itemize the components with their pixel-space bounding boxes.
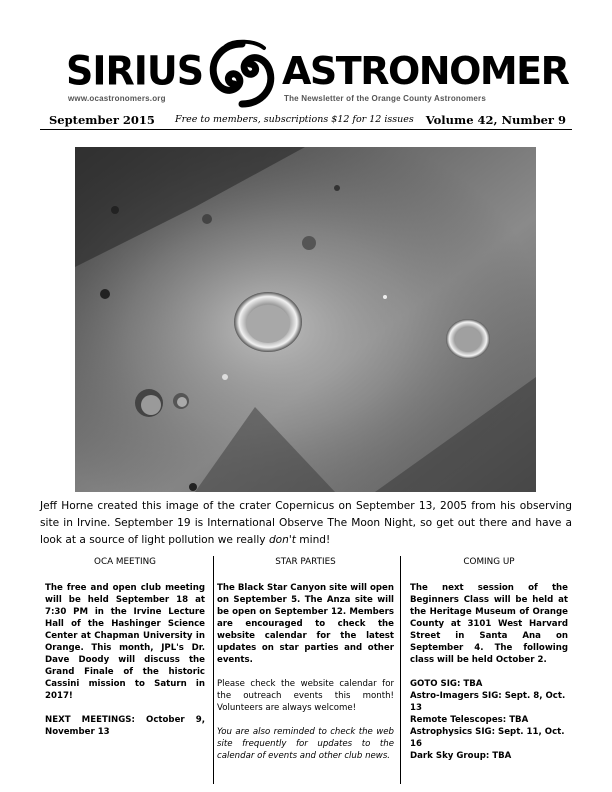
photo-caption: [40, 498, 572, 549]
issue-date: September 2015: [49, 113, 155, 127]
caption-text-end: mind!: [295, 534, 331, 546]
section-heading: STAR PARTIES: [275, 557, 336, 567]
masthead-url[interactable]: www.ocastronomers.org: [68, 94, 166, 103]
masthead: [66, 38, 569, 110]
section-heading: OCA MEETING: [94, 557, 156, 567]
sig-item: Dark Sky Group: TBA: [410, 751, 512, 761]
star-party-sites: The Black Star Canyon site will open on September 5. The Anza site will be open on September 12. Members are encouraged to check the website calendar for the latest updates on star parties and other events.: [217, 583, 394, 665]
masthead-subtitle: The Newsletter of the Orange County Astronomers: [284, 94, 487, 103]
caption-emphasis: don't: [268, 534, 296, 546]
sig-item: Remote Telescopes: TBA: [410, 715, 529, 725]
column-divider: [213, 556, 214, 784]
column-divider: [400, 556, 401, 784]
issue-bar: [40, 113, 572, 130]
sig-item: Astrophysics SIG: Sept. 11, Oct. 16: [410, 727, 565, 749]
swirl-logo-icon: [204, 38, 280, 110]
website-reminder: You are also reminded to check the web site frequently for updates to the calendar of events and other club news.: [217, 727, 394, 761]
sig-item: GOTO SIG: TBA: [410, 679, 483, 689]
outreach-note: Please check the website calendar for the outreach events this month! Volunteers are always welcome!: [217, 679, 394, 713]
subscription-note: Free to members, subscriptions $12 for 12 issues: [175, 114, 414, 125]
caption-text: Jeff Horne created this image of the crater Copernicus on September 13, 2005 from his observing site in Irvine. September 19 is International Observe The Moon Night, so get out there and have a look at a source of light pollution we really: [40, 500, 572, 546]
issue-volume: Volume 42, Number 9: [425, 113, 566, 127]
masthead-title-right: ASTRONOMER: [282, 49, 569, 93]
next-meetings: NEXT MEETINGS: October 9, November 13: [45, 715, 205, 737]
moon-crater-photo: [75, 147, 536, 492]
meeting-details: The free and open club meeting will be held September 18 at 7:30 PM in the Irvine Lecture Hall of the Hashinger Science Center at Chapman University in Orange. This month, JPL's Dr. Dave Doody will discuss the Grand Finale of the historic Cassini mission to Saturn in 2017!: [45, 583, 205, 701]
beginners-class: The next session of the Beginners Class will be held at the Heritage Museum of Orange County at 3101 West Harvard Street in Santa Ana on September 4. The following class will be held October 2.: [410, 583, 568, 665]
oca-meeting-section: [45, 556, 205, 750]
section-heading: COMING UP: [463, 557, 515, 567]
sig-item: Astro-Imagers SIG: Sept. 8, Oct. 13: [410, 691, 566, 713]
star-parties-section: [217, 556, 394, 774]
masthead-title-left: SIRIUS: [66, 47, 204, 95]
coming-up-section: [410, 556, 568, 762]
